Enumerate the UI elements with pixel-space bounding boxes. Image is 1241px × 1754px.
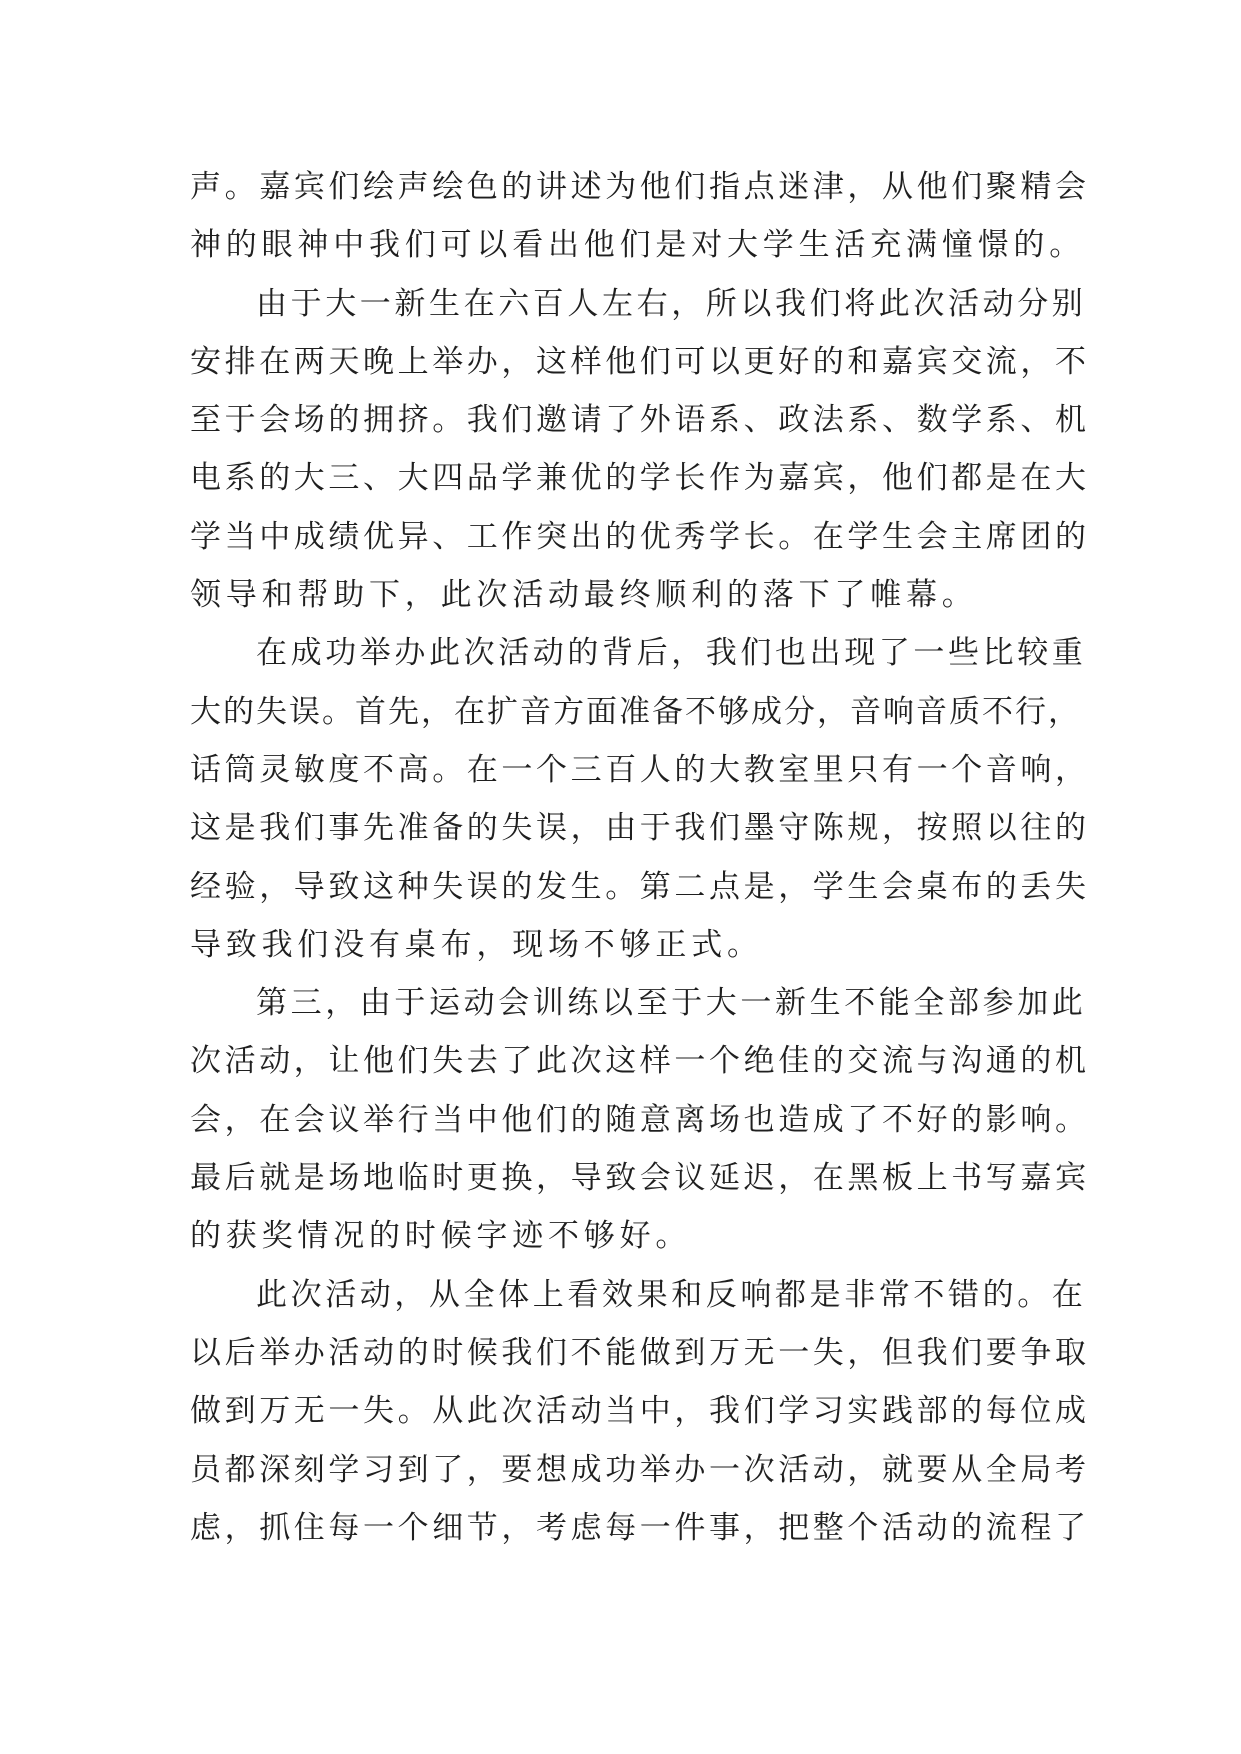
text-line: 声。嘉宾们绘声绘色的讲述为他们指点迷津，从他们聚精会 xyxy=(190,169,1090,205)
text-line: 学当中成绩优异、工作突出的优秀学长。在学生会主席团的 xyxy=(190,518,1090,555)
text-line: 电系的大三、大四品学兼优的学长作为嘉宾，他们都是在大 xyxy=(190,460,1090,497)
text-line: 经验，导致这种失误的发生。第二点是，学生会桌布的丢失 xyxy=(190,868,1090,905)
text-line: 以后举办活动的时候我们不能做到万无一失，但我们要争取 xyxy=(190,1334,1090,1371)
text-line: 至于会场的拥挤。我们邀请了外语系、政法系、数学系、机 xyxy=(190,402,1090,439)
text-line: 虑，抓住每一个细节，考虑每一件事，把整个活动的流程了 xyxy=(190,1509,1090,1546)
text-line: 大的失误。首先，在扩音方面准备不够成分，音响音质不行， xyxy=(190,693,1081,730)
text-line: 最后就是场地临时更换，导致会议延迟，在黑板上书写嘉宾 xyxy=(190,1160,1090,1197)
text-line: 导致我们没有桌布，现场不够正式。 xyxy=(190,926,763,963)
paragraph-first-line: 在成功举办此次活动的背后，我们也出现了一些比较重 xyxy=(256,635,1087,672)
paragraph-first-line: 第三，由于运动会训练以至于大一新生不能全部参加此 xyxy=(256,985,1087,1022)
text-line: 的获奖情况的时候字迹不够好。 xyxy=(190,1218,692,1255)
text-line: 这是我们事先准备的失误，由于我们墨守陈规，按照以往的 xyxy=(190,810,1090,847)
paragraph-first-line: 此次活动，从全体上看效果和反响都是非常不错的。在 xyxy=(256,1276,1087,1313)
text-line: 员都深刻学习到了，要想成功举办一次活动，就要从全局考 xyxy=(190,1451,1090,1488)
text-line: 做到万无一失。从此次活动当中，我们学习实践部的每位成 xyxy=(190,1393,1090,1430)
text-line: 领导和帮助下，此次活动最终顺利的落下了帷幕。 xyxy=(190,577,978,614)
text-line: 次活动，让他们失去了此次这样一个绝佳的交流与沟通的机 xyxy=(190,1043,1090,1080)
text-line: 话筒灵敏度不高。在一个三百人的大教室里只有一个音响， xyxy=(190,751,1090,788)
paragraph-first-line: 由于大一新生在六百人左右，所以我们将此次活动分别 xyxy=(256,285,1087,322)
text-line: 神的眼神中我们可以看出他们是对大学生活充满憧憬的。 xyxy=(190,227,1085,264)
body-text xyxy=(190,158,1090,1557)
text-line: 安排在两天晚上举办，这样他们可以更好的和嘉宾交流，不 xyxy=(190,343,1090,380)
text-line: 会，在会议举行当中他们的随意离场也造成了不好的影响。 xyxy=(190,1101,1090,1138)
